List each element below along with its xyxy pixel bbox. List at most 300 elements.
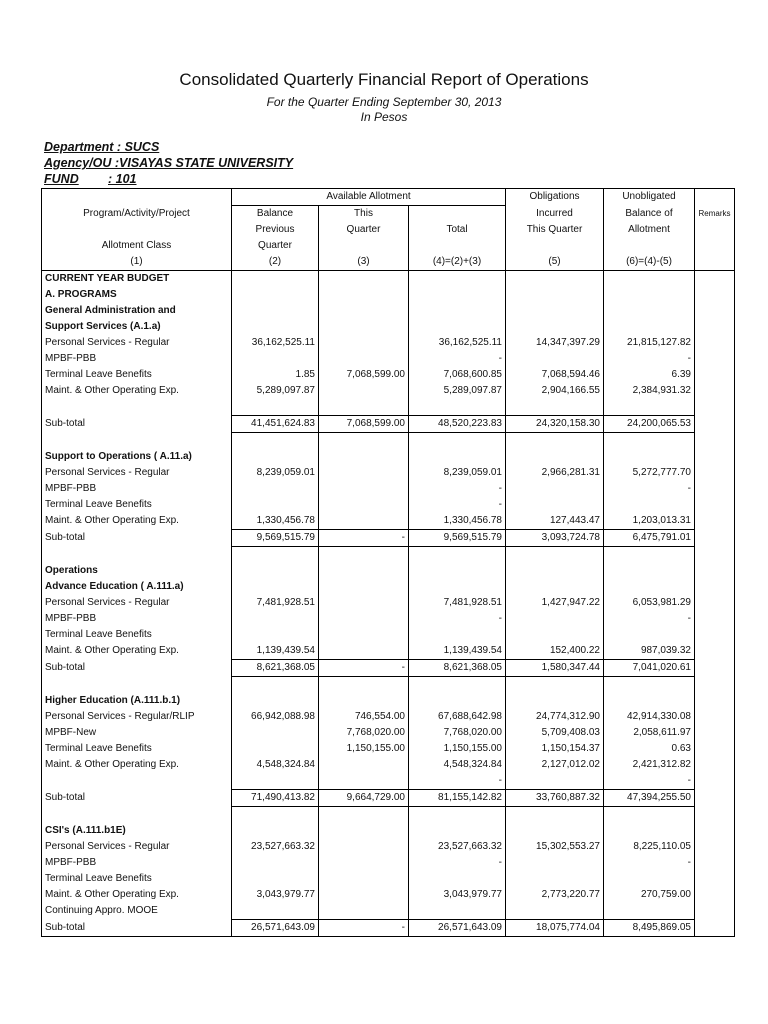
remarks-cell (695, 823, 735, 839)
balance-previous-cell (232, 611, 319, 627)
total-cell (409, 579, 506, 595)
balance-previous-cell (232, 287, 319, 303)
table-row (42, 303, 735, 319)
unobligated-cell (604, 399, 695, 416)
available-allotment-header: Available Allotment (232, 189, 506, 206)
this-quarter-cell (319, 579, 409, 595)
obligations-cell: 2,773,220.77 (506, 887, 604, 903)
total-cell: 7,481,928.51 (409, 595, 506, 611)
total-cell (409, 287, 506, 303)
row-label: Sub-total (42, 790, 232, 807)
row-label: Sub-total (42, 530, 232, 547)
row-label: Maint. & Other Operating Exp. (42, 383, 232, 399)
total-cell (409, 807, 506, 824)
obligations-cell (506, 547, 604, 564)
remarks-cell (695, 920, 735, 937)
obligations-cell (506, 823, 604, 839)
this-quarter-cell (319, 643, 409, 660)
obligations-cell: 3,093,724.78 (506, 530, 604, 547)
unobligated-cell: 47,394,255.50 (604, 790, 695, 807)
unobligated-cell (604, 287, 695, 303)
remarks-cell (695, 449, 735, 465)
total-cell: 1,150,155.00 (409, 741, 506, 757)
row-label: Maint. & Other Operating Exp. (42, 757, 232, 773)
remarks-cell (695, 383, 735, 399)
table-row (42, 287, 735, 303)
table-row (42, 530, 735, 547)
table-row (42, 725, 735, 741)
obligations-cell (506, 399, 604, 416)
total-cell: 1,139,439.54 (409, 643, 506, 660)
this-header-1: This (319, 206, 409, 223)
remarks-cell (695, 839, 735, 855)
total-cell: - (409, 773, 506, 790)
row-label: Operations (42, 563, 232, 579)
unobligated-cell: 5,272,777.70 (604, 465, 695, 481)
table-row (42, 449, 735, 465)
total-cell: 9,569,515.79 (409, 530, 506, 547)
balance-previous-cell: 36,162,525.11 (232, 335, 319, 351)
header-cell (604, 238, 695, 254)
balance-previous-cell: 9,569,515.79 (232, 530, 319, 547)
balance-previous-cell (232, 693, 319, 709)
row-label: Support Services (A.1.a) (42, 319, 232, 335)
obligations-cell (506, 611, 604, 627)
balance-previous-cell (232, 449, 319, 465)
remarks-cell (695, 725, 735, 741)
unobligated-cell: - (604, 773, 695, 790)
obligations-cell (506, 807, 604, 824)
remarks-cell (695, 660, 735, 677)
this-quarter-cell: 1,150,155.00 (319, 741, 409, 757)
table-row (42, 433, 735, 450)
balance-previous-cell (232, 807, 319, 824)
header-cell (42, 222, 232, 238)
total-cell: 67,688,642.98 (409, 709, 506, 725)
balance-previous-cell (232, 481, 319, 497)
remarks-header: Remarks (695, 206, 735, 223)
unobligated-cell: 6,053,981.29 (604, 595, 695, 611)
total-cell: 5,289,097.87 (409, 383, 506, 399)
row-label: Maint. & Other Operating Exp. (42, 643, 232, 660)
table-row (42, 351, 735, 367)
remarks-cell (695, 335, 735, 351)
row-label: General Administration and (42, 303, 232, 319)
balance-previous-cell: 7,481,928.51 (232, 595, 319, 611)
total-cell (409, 903, 506, 920)
remarks-cell (695, 757, 735, 773)
balance-previous-cell (232, 773, 319, 790)
this-quarter-cell (319, 399, 409, 416)
table-row (42, 693, 735, 709)
obligations-cell: 24,320,158.30 (506, 416, 604, 433)
total-cell (409, 399, 506, 416)
header-row-4 (42, 238, 735, 254)
balance-previous-cell (232, 725, 319, 741)
this-quarter-cell: 9,664,729.00 (319, 790, 409, 807)
total-header-blank (409, 206, 506, 223)
unobligated-cell (604, 497, 695, 513)
row-label: MPBF-PBB (42, 611, 232, 627)
unobligated-cell: 7,041,020.61 (604, 660, 695, 677)
obligations-cell: 1,427,947.22 (506, 595, 604, 611)
this-quarter-cell (319, 693, 409, 709)
unobligated-cell: 2,384,931.32 (604, 383, 695, 399)
total-cell: 1,330,456.78 (409, 513, 506, 530)
total-cell: 36,162,525.11 (409, 335, 506, 351)
total-cell: - (409, 351, 506, 367)
balance-previous-cell: 41,451,624.83 (232, 416, 319, 433)
unobligated-cell: 0.63 (604, 741, 695, 757)
row-label: Higher Education (A.111.b.1) (42, 693, 232, 709)
this-quarter-cell: - (319, 660, 409, 677)
balance-previous-cell (232, 399, 319, 416)
header-cell (695, 254, 735, 271)
balance-previous-cell (232, 741, 319, 757)
obligations-cell (506, 773, 604, 790)
this-quarter-cell (319, 547, 409, 564)
this-quarter-cell (319, 757, 409, 773)
total-cell: 26,571,643.09 (409, 920, 506, 937)
this-header-2: Quarter (319, 222, 409, 238)
obligations-cell: 18,075,774.04 (506, 920, 604, 937)
balance-previous-cell (232, 303, 319, 319)
remarks-cell (695, 497, 735, 513)
balance-previous-cell: 5,289,097.87 (232, 383, 319, 399)
unobligated-cell: - (604, 481, 695, 497)
row-label: Sub-total (42, 660, 232, 677)
remarks-cell (695, 416, 735, 433)
fund-label-key: FUND (44, 172, 79, 186)
this-quarter-cell (319, 449, 409, 465)
obligations-cell: 127,443.47 (506, 513, 604, 530)
report-period: For the Quarter Ending September 30, 2013 (266, 95, 502, 109)
this-quarter-cell: 7,068,599.00 (319, 416, 409, 433)
unobligated-header-1: Unobligated (604, 189, 695, 206)
remarks-cell (695, 513, 735, 530)
unobligated-cell: - (604, 855, 695, 871)
row-label (42, 399, 232, 416)
unobligated-cell: 24,200,065.53 (604, 416, 695, 433)
remarks-cell (695, 807, 735, 824)
unobligated-cell (604, 677, 695, 694)
row-label: CURRENT YEAR BUDGET (42, 271, 232, 288)
table-row (42, 627, 735, 643)
balance-header-1: Balance (232, 206, 319, 223)
unobligated-cell: 42,914,330.08 (604, 709, 695, 725)
this-quarter-cell (319, 351, 409, 367)
table-row (42, 807, 735, 824)
table-row (42, 416, 735, 433)
table-row (42, 643, 735, 660)
table-row (42, 855, 735, 871)
total-cell (409, 563, 506, 579)
row-label: MPBF-PBB (42, 481, 232, 497)
remarks-cell (695, 579, 735, 595)
table-row (42, 677, 735, 694)
total-cell: 4,548,324.84 (409, 757, 506, 773)
total-cell: 81,155,142.82 (409, 790, 506, 807)
obligations-cell (506, 449, 604, 465)
row-label (42, 547, 232, 564)
obligations-cell (506, 855, 604, 871)
unobligated-cell (604, 823, 695, 839)
remarks-cell (695, 481, 735, 497)
table-row (42, 513, 735, 530)
this-quarter-cell: - (319, 530, 409, 547)
remarks-cell (695, 563, 735, 579)
this-quarter-cell: - (319, 920, 409, 937)
this-quarter-cell (319, 383, 409, 399)
row-label: Sub-total (42, 920, 232, 937)
total-cell: - (409, 481, 506, 497)
table-row (42, 871, 735, 887)
balance-previous-cell (232, 627, 319, 643)
row-label: Terminal Leave Benefits (42, 871, 232, 887)
row-label (42, 773, 232, 790)
row-label: Continuing Appro. MOOE (42, 903, 232, 920)
unobligated-cell (604, 579, 695, 595)
unobligated-cell: 6,475,791.01 (604, 530, 695, 547)
table-row (42, 497, 735, 513)
balance-previous-cell (232, 677, 319, 694)
row-label: MPBF-New (42, 725, 232, 741)
total-cell: 23,527,663.32 (409, 839, 506, 855)
table-row (42, 319, 735, 335)
table-row (42, 887, 735, 903)
table-row (42, 563, 735, 579)
unobligated-cell: 1,203,013.31 (604, 513, 695, 530)
unobligated-cell: 21,815,127.82 (604, 335, 695, 351)
header-row-5 (42, 254, 735, 271)
balance-previous-cell (232, 579, 319, 595)
table-row (42, 579, 735, 595)
this-quarter-cell (319, 611, 409, 627)
header-cell (506, 238, 604, 254)
balance-previous-cell: 1.85 (232, 367, 319, 383)
balance-previous-cell: 8,239,059.01 (232, 465, 319, 481)
obligations-cell (506, 303, 604, 319)
unobligated-header-2: Balance of (604, 206, 695, 223)
program-header: Program/Activity/Project (42, 206, 232, 223)
allotment-class-header: Allotment Class (42, 238, 232, 254)
remarks-cell (695, 367, 735, 383)
table-row (42, 547, 735, 564)
row-label: A. PROGRAMS (42, 287, 232, 303)
obligations-cell: 1,580,347.44 (506, 660, 604, 677)
remarks-cell (695, 855, 735, 871)
remarks-cell (695, 887, 735, 903)
table-row (42, 839, 735, 855)
row-label: Sub-total (42, 416, 232, 433)
col3-number: (3) (319, 254, 409, 271)
this-quarter-cell (319, 807, 409, 824)
total-cell (409, 693, 506, 709)
this-quarter-cell (319, 497, 409, 513)
remarks-cell (695, 319, 735, 335)
header-cell (409, 238, 506, 254)
obligations-cell (506, 319, 604, 335)
obligations-cell: 2,127,012.02 (506, 757, 604, 773)
row-label: MPBF-PBB (42, 351, 232, 367)
obligations-cell (506, 677, 604, 694)
this-quarter-cell (319, 903, 409, 920)
remarks-cell (695, 271, 735, 288)
balance-previous-cell (232, 855, 319, 871)
obligations-cell: 33,760,887.32 (506, 790, 604, 807)
remarks-cell (695, 433, 735, 450)
obligations-cell (506, 563, 604, 579)
total-cell: - (409, 611, 506, 627)
unobligated-cell: 8,495,869.05 (604, 920, 695, 937)
remarks-cell (695, 693, 735, 709)
remarks-cell (695, 903, 735, 920)
obligations-cell: 1,150,154.37 (506, 741, 604, 757)
total-cell: 48,520,223.83 (409, 416, 506, 433)
unobligated-cell: 987,039.32 (604, 643, 695, 660)
this-quarter-cell (319, 887, 409, 903)
obligations-header-1: Obligations (506, 189, 604, 206)
unobligated-cell (604, 433, 695, 450)
obligations-cell: 2,966,281.31 (506, 465, 604, 481)
balance-previous-cell (232, 319, 319, 335)
balance-previous-cell: 1,139,439.54 (232, 643, 319, 660)
table-row (42, 709, 735, 725)
obligations-cell: 7,068,594.46 (506, 367, 604, 383)
this-quarter-cell (319, 839, 409, 855)
row-label: Terminal Leave Benefits (42, 627, 232, 643)
obligations-cell (506, 903, 604, 920)
obligations-header-2: Incurred (506, 206, 604, 223)
this-quarter-cell (319, 271, 409, 288)
balance-previous-cell: 3,043,979.77 (232, 887, 319, 903)
remarks-cell (695, 677, 735, 694)
obligations-cell: 2,904,166.55 (506, 383, 604, 399)
unobligated-cell (604, 563, 695, 579)
row-label: Personal Services - Regular (42, 465, 232, 481)
total-cell: 7,768,020.00 (409, 725, 506, 741)
this-quarter-cell: 7,768,020.00 (319, 725, 409, 741)
remarks-cell (695, 871, 735, 887)
report-currency: In Pesos (360, 110, 408, 124)
table-row (42, 399, 735, 416)
remarks-cell (695, 595, 735, 611)
row-label: Personal Services - Regular (42, 839, 232, 855)
table-row (42, 741, 735, 757)
financial-report-table (41, 188, 735, 937)
row-label: MPBF-PBB (42, 855, 232, 871)
total-cell: 7,068,600.85 (409, 367, 506, 383)
table-row (42, 903, 735, 920)
unobligated-cell: 2,058,611.97 (604, 725, 695, 741)
this-quarter-cell: 7,068,599.00 (319, 367, 409, 383)
this-quarter-cell (319, 627, 409, 643)
table-row (42, 335, 735, 351)
balance-previous-cell (232, 547, 319, 564)
header-row-2 (42, 206, 735, 223)
obligations-cell (506, 871, 604, 887)
unobligated-cell (604, 693, 695, 709)
this-quarter-cell (319, 823, 409, 839)
unobligated-cell (604, 547, 695, 564)
table-row (42, 465, 735, 481)
header-row-1 (42, 189, 735, 206)
row-label: Advance Education ( A.111.a) (42, 579, 232, 595)
balance-header-2: Previous (232, 222, 319, 238)
balance-previous-cell: 4,548,324.84 (232, 757, 319, 773)
report-title: Consolidated Quarterly Financial Report of Operations (179, 70, 589, 89)
remarks-cell (695, 303, 735, 319)
balance-previous-cell: 26,571,643.09 (232, 920, 319, 937)
remarks-cell (695, 465, 735, 481)
table-row (42, 611, 735, 627)
row-label: Maint. & Other Operating Exp. (42, 513, 232, 530)
unobligated-cell (604, 871, 695, 887)
row-label: CSI's (A.111.b1E) (42, 823, 232, 839)
balance-previous-cell (232, 823, 319, 839)
total-cell (409, 627, 506, 643)
this-quarter-cell (319, 303, 409, 319)
row-label (42, 677, 232, 694)
remarks-header-top (695, 189, 735, 206)
table-row (42, 481, 735, 497)
fund-label-value: : 101 (108, 172, 137, 186)
obligations-cell (506, 271, 604, 288)
unobligated-cell (604, 903, 695, 920)
report-body (42, 271, 735, 937)
unobligated-cell: 2,421,312.82 (604, 757, 695, 773)
this-quarter-cell (319, 433, 409, 450)
total-cell: - (409, 497, 506, 513)
total-cell: - (409, 855, 506, 871)
header-row-3 (42, 222, 735, 238)
obligations-cell: 14,347,397.29 (506, 335, 604, 351)
remarks-cell (695, 627, 735, 643)
total-cell: 3,043,979.77 (409, 887, 506, 903)
table-row (42, 823, 735, 839)
obligations-cell (506, 627, 604, 643)
total-header: Total (409, 222, 506, 238)
obligations-cell (506, 287, 604, 303)
header-cell (695, 222, 735, 238)
remarks-cell (695, 790, 735, 807)
balance-previous-cell (232, 433, 319, 450)
total-cell (409, 433, 506, 450)
table-row (42, 271, 735, 288)
this-quarter-cell (319, 595, 409, 611)
remarks-cell (695, 287, 735, 303)
header-cell (695, 238, 735, 254)
this-quarter-cell (319, 563, 409, 579)
obligations-cell (506, 481, 604, 497)
obligations-cell: 15,302,553.27 (506, 839, 604, 855)
agency-label: Agency/OU :VISAYAS STATE UNIVERSITY (44, 156, 294, 170)
unobligated-cell (604, 627, 695, 643)
this-quarter-cell (319, 513, 409, 530)
remarks-cell (695, 773, 735, 790)
balance-previous-cell (232, 497, 319, 513)
col6-number: (6)=(4)-(5) (604, 254, 695, 271)
row-label: Terminal Leave Benefits (42, 741, 232, 757)
row-label (42, 433, 232, 450)
table-row (42, 383, 735, 399)
row-label: Personal Services - Regular (42, 335, 232, 351)
remarks-cell (695, 399, 735, 416)
row-label: Personal Services - Regular/RLIP (42, 709, 232, 725)
this-quarter-cell (319, 871, 409, 887)
total-cell: 8,621,368.05 (409, 660, 506, 677)
total-cell (409, 303, 506, 319)
